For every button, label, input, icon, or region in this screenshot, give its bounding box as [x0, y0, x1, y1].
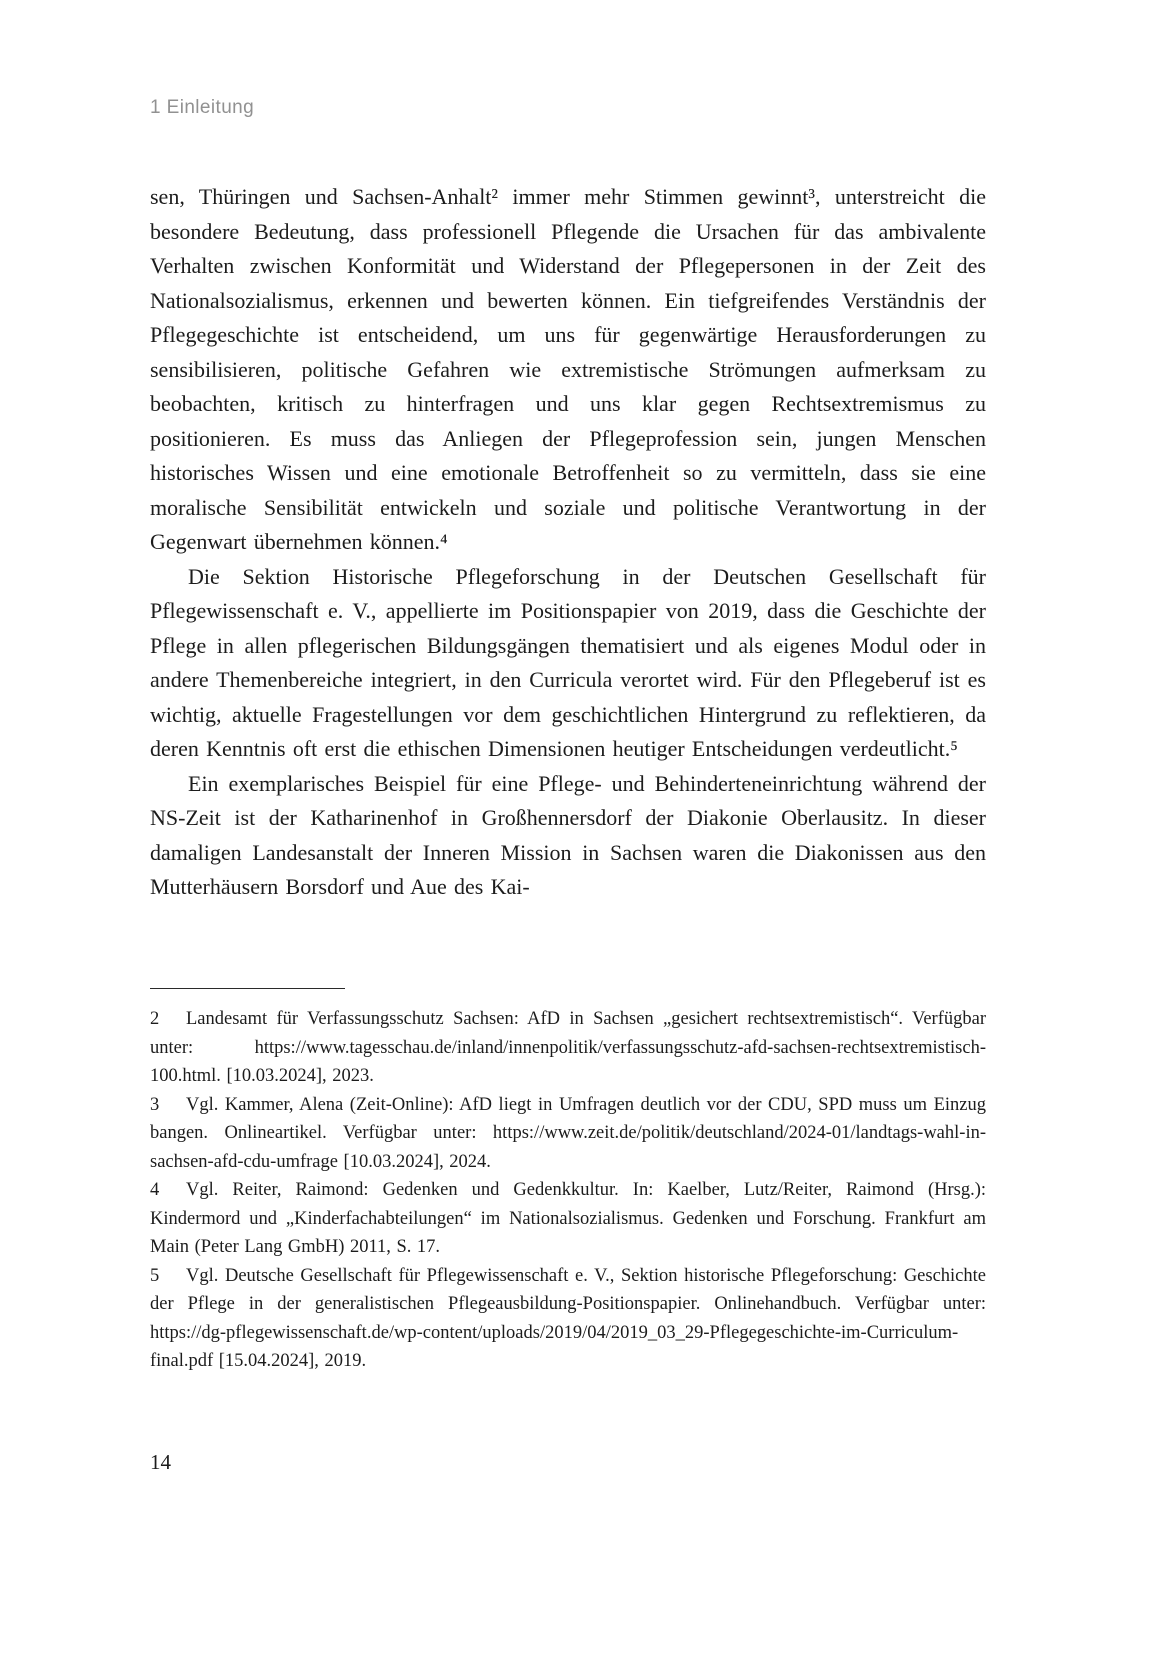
footnote-text: Vgl. Deutsche Gesellschaft für Pflegewissenschaft e. V., Sektion historische Pflegeforschung: Geschichte der Pflege in der generalistischen Pflegeausbildung-Positionspapier. Onlinehandbuch. Verfügbar unter: https://dg-pflegewissenschaft.de/wp-content/uploads/2019/04/2019_03_29-Pflegegeschichte-im-Curriculum-final.pdf [15.04.2024], 2019. — [150, 1265, 986, 1371]
footnote-text: Vgl. Reiter, Raimond: Gedenken und Gedenkkultur. In: Kaelber, Lutz/Reiter, Raimond (Hrsg.): Kindermord und „Kinderfachabteilungen“ im Nationalsozialismus. Gedenken und Forschung. Frankfurt am Main (Peter Lang GmbH) 2011, S. 17. — [150, 1180, 986, 1257]
body-text — [150, 180, 986, 905]
footnotes-section — [150, 988, 986, 1376]
footnote-item-3 — [150, 1091, 986, 1177]
footnote-item-2 — [150, 1005, 986, 1091]
footnote-text: Landesamt für Verfassungsschutz Sachsen: AfD in Sachsen „gesichert rechtsextremistisch“. Verfügbar unter: https://www.tagesschau.de/inland/innenpolitik/verfassungsschutz-afd-sachsen-rechtsextremistisch-100.html. [10.03.2024], 2023. — [150, 1009, 986, 1086]
footnote-number: 3 — [150, 1094, 160, 1115]
footnote-item-5 — [150, 1262, 986, 1376]
paragraph-3: Ein exemplarisches Beispiel für eine Pflege- und Behinderteneinrichtung während der NS-Zeit ist der Katharinenhof in Großhennersdorf der Diakonie Oberlausitz. In dieser damaligen Landesanstalt der Inneren Mission in Sachsen waren die Diakonissen aus den Mutterhäusern Borsdorf und Aue des Kai- — [150, 770, 986, 899]
footnote-item-4 — [150, 1176, 986, 1262]
footnote-number: 4 — [150, 1180, 160, 1200]
footnote-separator — [150, 988, 345, 989]
page-number: 14 — [150, 1450, 171, 1474]
running-header: 1 Einleitung — [150, 97, 255, 118]
paragraph-1: sen, Thüringen und Sachsen-Anhalt² immer mehr Stimmen gewinnt³, unterstreicht die besondere Bedeutung, dass professionell Pflegende die Ursachen für das ambivalente Verhalten zwischen Konformität und Widerstand der Pflegepersonen in der Zeit des Nationalsozialismus, erkennen und bewerten können. Ein tiefgreifendes Verständnis der Pflegegeschichte ist entscheidend, um uns für gegenwärtige Herausforderungen zu sensibilisieren, politische Gefahren wie extremistische Strömungen aufmerksam zu beobachten, kritisch zu hinterfragen und uns klar gegen Rechtsextremismus zu positionieren. Es muss das Anliegen der Pflegeprofession sein, jungen Menschen historisches Wissen und eine emotionale Betroffenheit so zu vermitteln, dass sie eine moralische Sensibilität entwickeln und soziale und politische Verantwortung in der Gegenwart übernehmen können.⁴ — [150, 184, 986, 554]
footnote-number: 2 — [150, 1009, 160, 1029]
footnote-text: Vgl. Kammer, Alena (Zeit-Online): AfD liegt in Umfragen deutlich vor der CDU, SPD muss um Einzug bangen. Onlineartikel. Verfügbar unter: https://www.zeit.de/politik/deutschland/2024-01/landtags-wahl-in-sachsen-afd-cdu-umfrage [10.03.2024], 2024. — [150, 1094, 986, 1172]
paragraph-2: Die Sektion Historische Pflegeforschung in der Deutschen Gesellschaft für Pflegewissenschaft e. V., appellierte im Positionspapier von 2019, dass die Geschichte der Pflege in allen pflegerischen Bildungsgängen thematisiert und als eigenes Modul oder in andere Themenbereiche integriert, in den Curricula verortet wird. Für den Pflegeberuf ist es wichtig, aktuelle Fragestellungen vor dem geschichtlichen Hintergrund zu reflektieren, da deren Kenntnis oft erst die ethischen Dimensionen heutiger Entscheidungen verdeutlicht.⁵ — [150, 563, 986, 761]
footnote-number: 5 — [150, 1265, 160, 1286]
